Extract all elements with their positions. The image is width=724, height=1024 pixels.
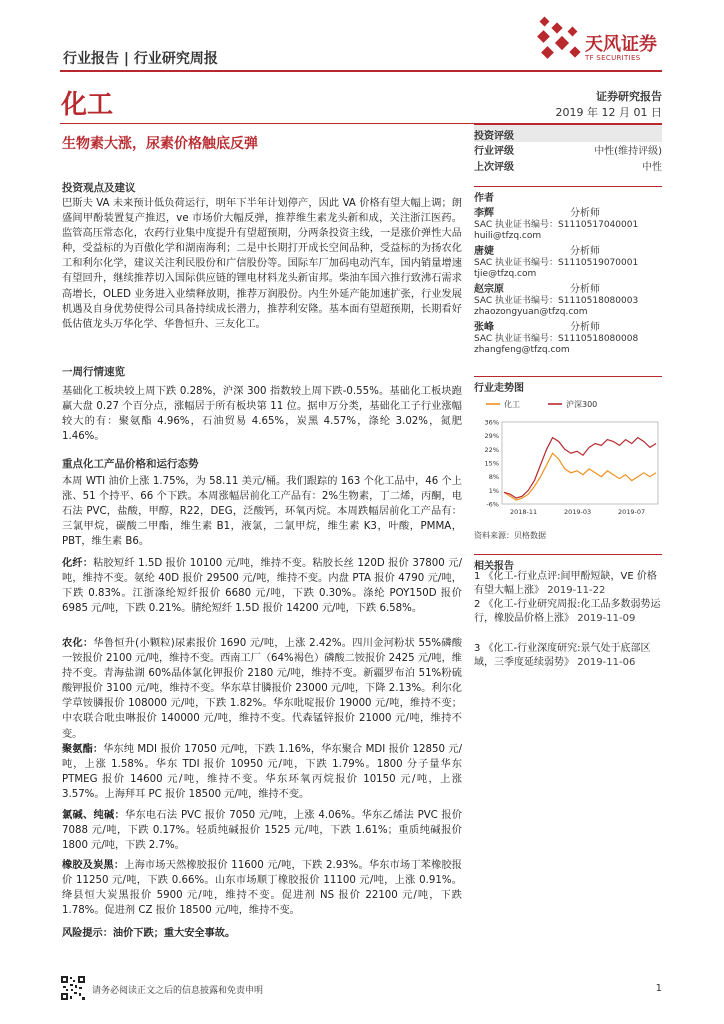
chart-series-line [504, 453, 656, 500]
weekly-paragraph: 基础化工板块较上周下跌 0.28%，沪深 300 指数较上周下跌-0.55%。基础化工板块跑赢大盘 0.27 个百分点，涨幅居于所有板块第 11 位。据申万分类，基础化工子行业涨幅较大的有：聚氨酯 4.96%，石油贸易 4.65%，炭黑 4.57%，涤纶 3.02%，氮肥 1.46%。 [62, 386, 462, 443]
last-rating-label: 上次评级 [474, 162, 514, 173]
analyst-role: 分析师 [570, 284, 600, 295]
related-report-item[interactable] [474, 570, 664, 598]
report-type: 证券研究报告 [596, 90, 662, 103]
chart-y-tick-label: -6% [486, 500, 499, 509]
chart-y-tick-label: 36% [484, 418, 499, 427]
chart-y-tick-label: 15% [484, 459, 499, 468]
analyst-role: 分析师 [570, 208, 600, 219]
pu-paragraph [62, 742, 462, 802]
chart-source: 资料来源：贝格数据 [474, 531, 546, 540]
related-report-title[interactable]: 2 《化工-行业研究周报:化工品多数弱势运行，橡胶品价格上涨》 [474, 599, 661, 624]
pu-text: 华东纯 MDI 报价 17050 元/吨，下跌 1.16%，华东聚合 MDI 报价 12850 元/吨，上涨 1.58%。华东 TDI 报价 10950 元/吨，下跌 1.79%。1800 分子量华东 PTMEG 报价 14600 元/吨，维持不变。华东环氧丙烷报价 10150 元/吨，上涨 3.57%。上海拜耳 PC 报价 18500 元/吨，维持不变。 [62, 744, 463, 801]
analyst-cert: SAC 执业证书编号：S1110519070001 [474, 257, 639, 268]
risk-paragraph: 风险提示：油价下跌；重大安全事故。 [62, 928, 236, 939]
chlor-label: 氯碱、纯碱： [62, 810, 125, 821]
related-report-item[interactable] [474, 598, 664, 626]
industry-trend-chart [474, 392, 664, 527]
related-section-title: 相关报告 [474, 554, 662, 572]
analyst-cert: SAC 执业证书编号：S1110518080008 [474, 333, 639, 344]
industry-rating-value: 中性(维持评级) [594, 146, 662, 157]
rubber-paragraph [62, 858, 462, 918]
analyst-role: 分析师 [570, 246, 600, 257]
industry-rating-label: 行业评级 [474, 146, 514, 157]
analyst-cert: SAC 执业证书编号：S1110517040001 [474, 219, 639, 230]
related-report-date: 2019-11-22 [547, 585, 606, 596]
analyst-email[interactable]: tjie@tfzq.com [474, 269, 537, 279]
logo-english-name: TF SECURITIES [585, 54, 641, 62]
analyst-email[interactable]: zhangfeng@tfzq.com [474, 345, 570, 355]
report-category: 行业报告 | 行业研究周报 [63, 51, 218, 67]
related-report-date: 2019-11-06 [577, 657, 636, 668]
header-divider [60, 70, 662, 72]
chart-x-tick-label: 2019-07 [618, 508, 646, 516]
last-rating-value: 中性 [642, 162, 662, 173]
analyst-role: 分析师 [570, 322, 600, 333]
fiber-label: 化纤： [62, 558, 94, 569]
page-number: 1 [655, 983, 662, 994]
sector-title: 化工 [61, 90, 114, 120]
chart-x-tick-label: 2019-03 [564, 508, 592, 516]
logo-name: 天风证券 [585, 34, 657, 55]
analyst-name: 唐婕 [474, 246, 494, 257]
views-paragraph: 巴斯夫 VA 未来预计低负荷运行，明年下半年计划停产，因此 VA 价格有望大幅上调；朗盛间甲酚装置复产推迟，ve 市场价大幅反弹，推荐维生素龙头新和成，关注浙江医药。监管高压常态化，农药行业集中度提升有望超预期，分两条投资主线，一是涨价弹性大品种，受益标的为百傲化学和湖南海利；二是中长期打开成长空间品种，受益标的为扬农化工和利尔化学，建议关注利民股份和广信股份等。国际车厂加码电动汽车，国内销量增速有望回升，继续推荐切入国际供应链的锂电材料龙头新宙邦。柴油车国六推行致沸石需求高增长，OLED 业务进入业绩释放期，推荐万润股份。内生外延产能加速扩张，行业发展机遇及自身优势使得公司具备持续成长潜力，推荐利安隆。基本面有望超预期，长期看好低估值龙头万华化学、华鲁恒升、三友化工。 [62, 198, 462, 330]
analyst-cert: SAC 执业证书编号：S1110518080003 [474, 295, 639, 306]
chart-legend-label: 化工 [504, 400, 520, 409]
analyst-entry [474, 322, 662, 357]
chart-y-tick-label: 29% [484, 432, 499, 441]
pu-label: 聚氨酯： [62, 744, 104, 755]
products-paragraph: 本周 WTI 油价上涨 1.75%，为 58.11 美元/桶。我们跟踪的 163 个化工品中，46 个上涨、51 个持平、66 个下跌。本周涨幅居前化工产品有：2%生物素，丁二烯，丙酮，电石法 PVC，盐酸，甲醇，R22，DEG，泛酸钙，环氧丙烷。本周跌幅居前化工产品有：三氯甲烷，碳酸二甲酯，维生素 B1，液氯，二氯甲烷，维生素 K3，叶酸，PMMA，PBT，维生素 B6。 [62, 476, 462, 548]
chlor-text: 华东电石法 PVC 报价 7050 元/吨，上涨 4.06%。华东乙烯法 PVC 报价 7088 元/吨，下跌 0.17%。轻质纯碱报价 1525 元/吨，下跌 1.61%；重质纯碱报价 1800 元/吨，下跌 2.7%。 [62, 810, 463, 852]
related-report-title[interactable]: 1 《化工-行业点评:间甲酚短缺，VE 价格有望大幅上涨》 [474, 571, 657, 596]
chart-plot-border [502, 422, 658, 504]
footer-disclaimer: 请务必阅读正文之后的信息披露和免责申明 [92, 986, 264, 996]
rating-section-title: 投资评级 [474, 124, 662, 142]
analyst-email[interactable]: zhaozongyuan@tfzq.com [474, 307, 588, 317]
fiber-paragraph [62, 556, 462, 616]
analyst-entry [474, 246, 662, 281]
fiber-text: 粘胶短纤 1.5D 报价 10100 元/吨，维持不变。粘胶长丝 120D 报价 37800 元/吨，维持不变。氨纶 40D 报价 29500 元/吨，维持不变。内盘 PTA 报价 4790 元/吨，下跌 0.83%。江浙涤纶短纤报价 6680 元/吨，下跌 0.30%。涤纶 POY150D 报价 6985 元/吨，下跌 0.21%。腈纶短纤 1.5D 报价 14200 元/吨，下跌 6.58%。 [62, 558, 463, 615]
qr-code-icon [60, 975, 86, 1001]
agri-text: 华鲁恒升(小颗粒)尿素报价 1690 元/吨，上涨 2.42%。四川金河粉状 55%磷酸一铵报价 2100 元/吨，维持不变。西南工厂（64%褐色）磷酸二铵报价 2425 元/吨，维持不变。青海盐湖 60%晶体氯化钾报价 2180 元/吨，维持不变。新疆罗布泊 51%粉硫酸钾报价 3100 元/吨，维持不变。华东草甘膦报价 23000 元/吨，下降 2.13%。利尔化学草铵膦报价 108000 元/吨，下跌 1.82%。华东吡啶报价 19000 元/吨，维持不变；中农联合吡虫啉报价 140000 元/吨，维持不变。代森锰锌报价 21000 元/吨，维持不变。 [62, 638, 463, 740]
analyst-name: 李辉 [474, 208, 494, 219]
chart-y-tick-label: 1% [488, 486, 499, 495]
authors-section-title: 作者 [474, 186, 662, 204]
rubber-label: 橡胶及炭黑： [62, 860, 125, 871]
report-headline: 生物素大涨，尿素价格触底反弹 [62, 136, 258, 152]
last-rating-row [474, 158, 662, 173]
related-report-item[interactable] [474, 642, 664, 670]
weekly-section-title: 一周行情速览 [62, 366, 125, 378]
analyst-name: 赵宗原 [474, 284, 504, 295]
chart-x-tick-label: 2018-11 [510, 508, 538, 516]
rubber-text: 上海市场天然橡胶报价 11600 元/吨，下跌 2.93%。华东市场丁苯橡胶报价 11250 元/吨，下跌 0.66%。山东市场顺丁橡胶报价 11100 元/吨，上涨 0.91%。绛县恒大炭黑报价 5900 元/吨，维持不变。促进剂 NS 报价 22100 元/吨，下跌 1.78%。促进剂 CZ 报价 18500 元/吨，维持不变。 [62, 860, 462, 917]
agri-label: 农化： [62, 638, 94, 649]
products-section-title: 重点化工产品价格和运行态势 [62, 458, 199, 470]
related-report-date: 2019-11-09 [577, 613, 636, 624]
chart-y-tick-label: 8% [488, 473, 499, 482]
analyst-email[interactable]: huili@tfzq.com [474, 231, 542, 241]
analyst-entry [474, 208, 662, 243]
report-date: 2019 年 12 月 01 日 [555, 106, 662, 119]
chart-series-line [504, 438, 656, 499]
chart-y-tick-label: 22% [484, 445, 499, 454]
related-report-title[interactable]: 3 《化工-行业深度研究:景气处于底部区域，三季度延续弱势》 [474, 643, 651, 668]
chart-legend-label: 沪深300 [566, 400, 598, 409]
analyst-entry [474, 284, 662, 319]
chlor-paragraph [62, 808, 462, 853]
industry-rating-row [474, 142, 662, 157]
agri-paragraph [62, 636, 462, 742]
views-section-title: 投资观点及建议 [62, 182, 136, 194]
analyst-name: 张峰 [474, 322, 494, 333]
trend-section-title: 行业走势图 [474, 376, 662, 394]
